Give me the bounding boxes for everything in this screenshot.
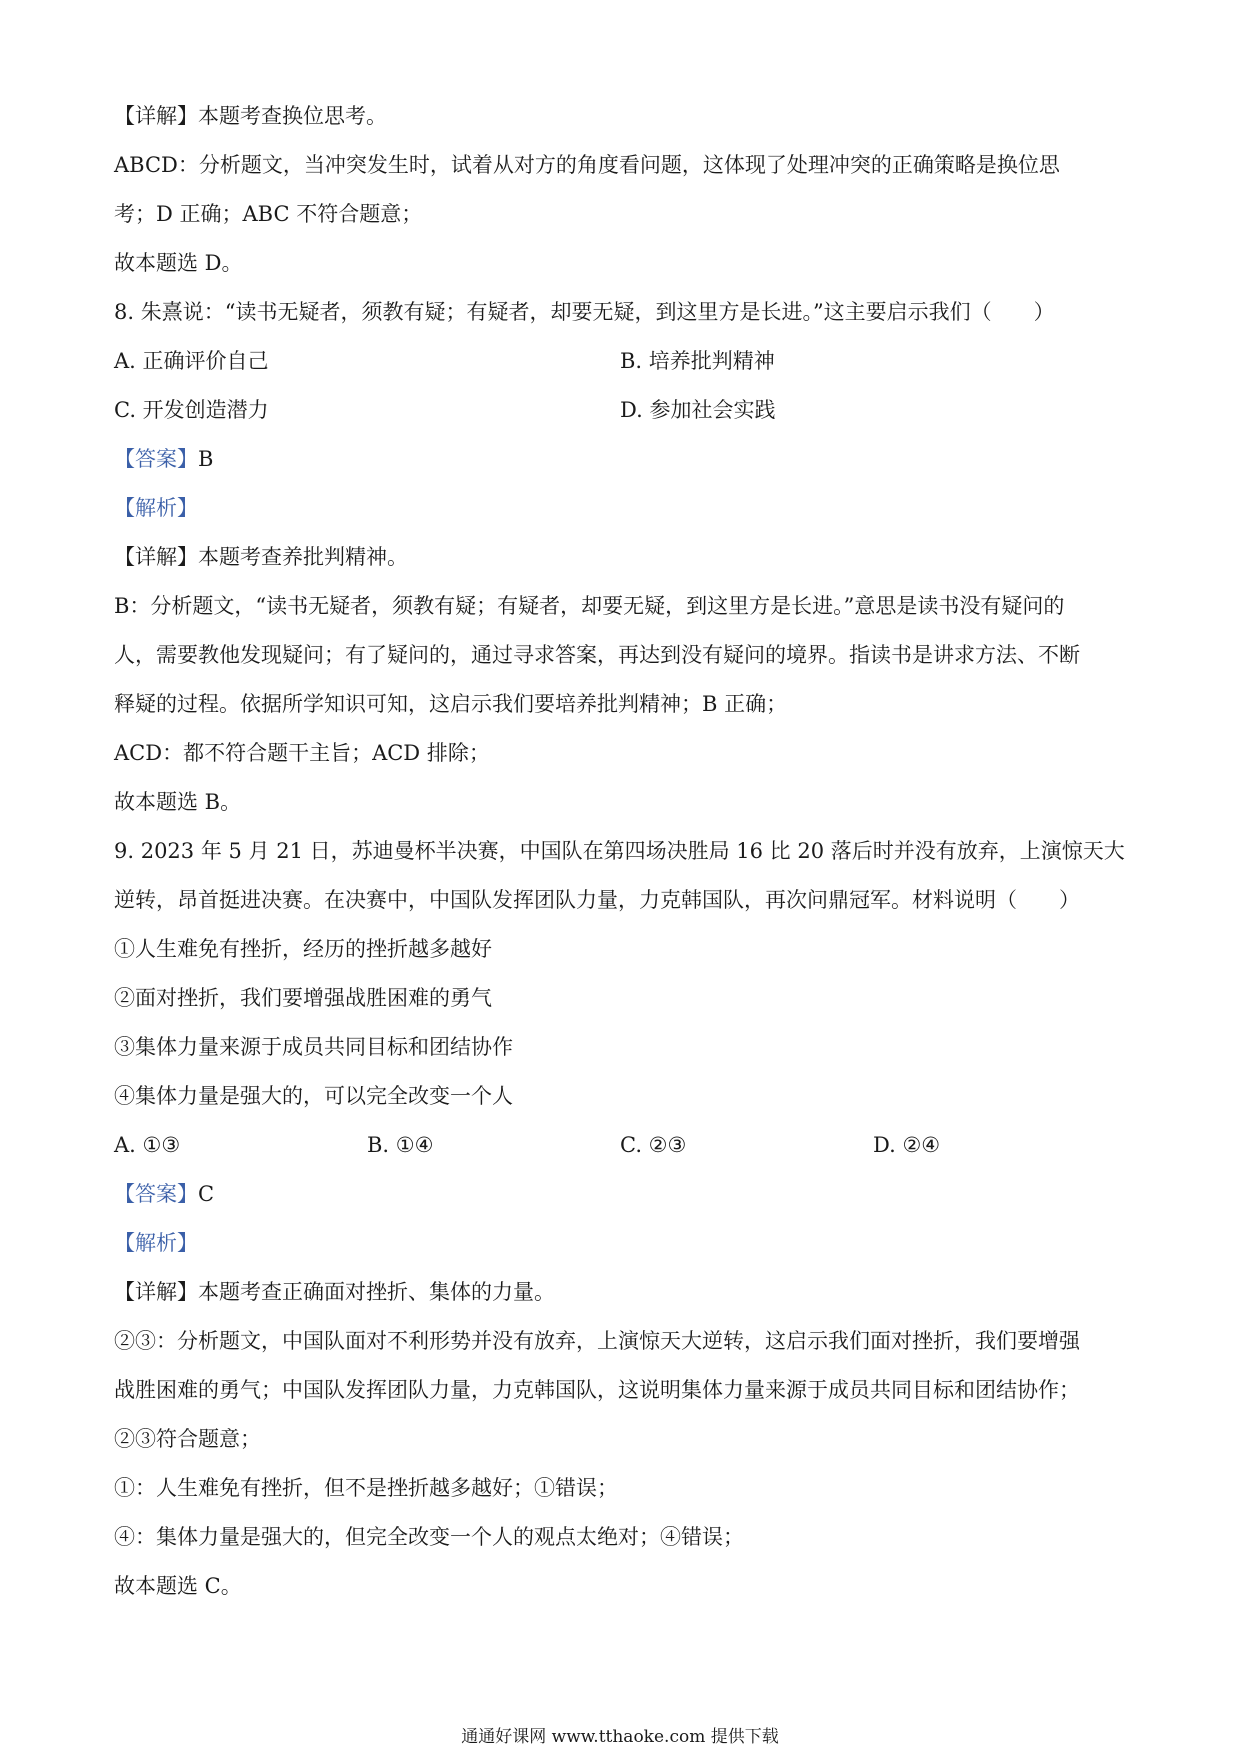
q8-conclusion: 故本题选 B。 [114, 790, 242, 814]
q9-analysis-line-1: ②③：分析题文，中国队面对不利形势并没有放弃，上演惊天大逆转，这启示我们面对挫折，我们要增强 [114, 1329, 1080, 1353]
q9-statement-3: ③集体力量来源于成员共同目标和团结协作 [114, 1035, 513, 1059]
q8-option-b: B. 培养批判精神 [620, 349, 775, 373]
q9-statement-4: ④集体力量是强大的，可以完全改变一个人 [114, 1084, 513, 1108]
q9-option-a: A. ①③ [114, 1133, 181, 1157]
q7-analysis-line-1: ABCD：分析题文，当冲突发生时，试着从对方的角度看问题，这体现了处理冲突的正确策略是换位思 [114, 153, 1060, 177]
q8-analysis-line-1: B：分析题文，“读书无疑者，须教有疑；有疑者，却要无疑，到这里方是长进。”意思是读书没有疑问的 [114, 594, 1065, 618]
q9-jiexi-tag: 【解析】 [114, 1231, 198, 1255]
q7-detail-line [114, 102, 387, 130]
q7-analysis-line-2: 考；D 正确；ABC 不符合题意； [114, 202, 423, 226]
q9-option-b: B. ①④ [367, 1133, 434, 1157]
q8-option-d: D. 参加社会实践 [620, 398, 776, 422]
answer-tag: 【答案】 [114, 1182, 198, 1206]
answer-value: B [198, 447, 214, 471]
detail-tag: 【详解】 [114, 104, 198, 128]
q8-analysis-line-2: 人，需要教他发现疑问；有了疑问的，通过寻求答案，再达到没有疑问的境界。指读书是讲求方法、不断 [114, 643, 1080, 667]
q9-analysis-line-2: 战胜困难的勇气；中国队发挥团队力量，力克韩国队，这说明集体力量来源于成员共同目标和团结协作； [114, 1378, 1080, 1402]
q9-option-c: C. ②③ [620, 1133, 687, 1157]
answer-tag: 【答案】 [114, 447, 198, 471]
q8-answer-line [114, 445, 213, 473]
q7-conclusion: 故本题选 D。 [114, 251, 243, 275]
q9-question-line-2: 逆转，昂首挺进决赛。在决赛中，中国队发挥团队力量，力克韩国队，再次问鼎冠军。材料说明（ ） [114, 888, 1080, 912]
q8-jiexi-tag: 【解析】 [114, 496, 198, 520]
q9-analysis-line-3: ②③符合题意； [114, 1427, 261, 1451]
q9-detail-line [114, 1278, 555, 1306]
q9-analysis-line-4: ①：人生难免有挫折，但不是挫折越多越好；①错误； [114, 1476, 618, 1500]
q8-option-c: C. 开发创造潜力 [114, 398, 269, 422]
answer-value: C [198, 1182, 215, 1206]
detail-tag: 【详解】 [114, 1280, 198, 1304]
q9-option-d: D. ②④ [873, 1133, 941, 1157]
q9-statement-2: ②面对挫折，我们要增强战胜困难的勇气 [114, 986, 492, 1010]
detail-text: 本题考查正确面对挫折、集体的力量。 [198, 1280, 555, 1304]
q8-analysis-line-4: ACD：都不符合题干主旨；ACD 排除； [114, 741, 490, 765]
q9-question-line-1: 9. 2023 年 5 月 21 日，苏迪曼杯半决赛，中国队在第四场决胜局 16 比 20 落后时并没有放弃，上演惊天大 [114, 839, 1125, 863]
detail-tag: 【详解】 [114, 545, 198, 569]
q9-conclusion: 故本题选 C。 [114, 1574, 242, 1598]
detail-text: 本题考查养批判精神。 [198, 545, 408, 569]
q8-analysis-line-3: 释疑的过程。依据所学知识可知，这启示我们要培养批判精神；B 正确； [114, 692, 788, 716]
q9-answer-line [114, 1180, 214, 1208]
q9-statement-1: ①人生难免有挫折，经历的挫折越多越好 [114, 937, 492, 961]
q8-option-a: A. 正确评价自己 [114, 349, 269, 373]
page-footer: 通通好课网 www.tthaoke.com 提供下载 [461, 1727, 779, 1747]
detail-text: 本题考查换位思考。 [198, 104, 387, 128]
q8-detail-line [114, 543, 408, 571]
q8-question: 8. 朱熹说：“读书无疑者，须教有疑；有疑者，却要无疑，到这里方是长进。”这主要启示我们（ ） [114, 300, 1055, 324]
q9-analysis-line-5: ④：集体力量是强大的，但完全改变一个人的观点太绝对；④错误； [114, 1525, 744, 1549]
